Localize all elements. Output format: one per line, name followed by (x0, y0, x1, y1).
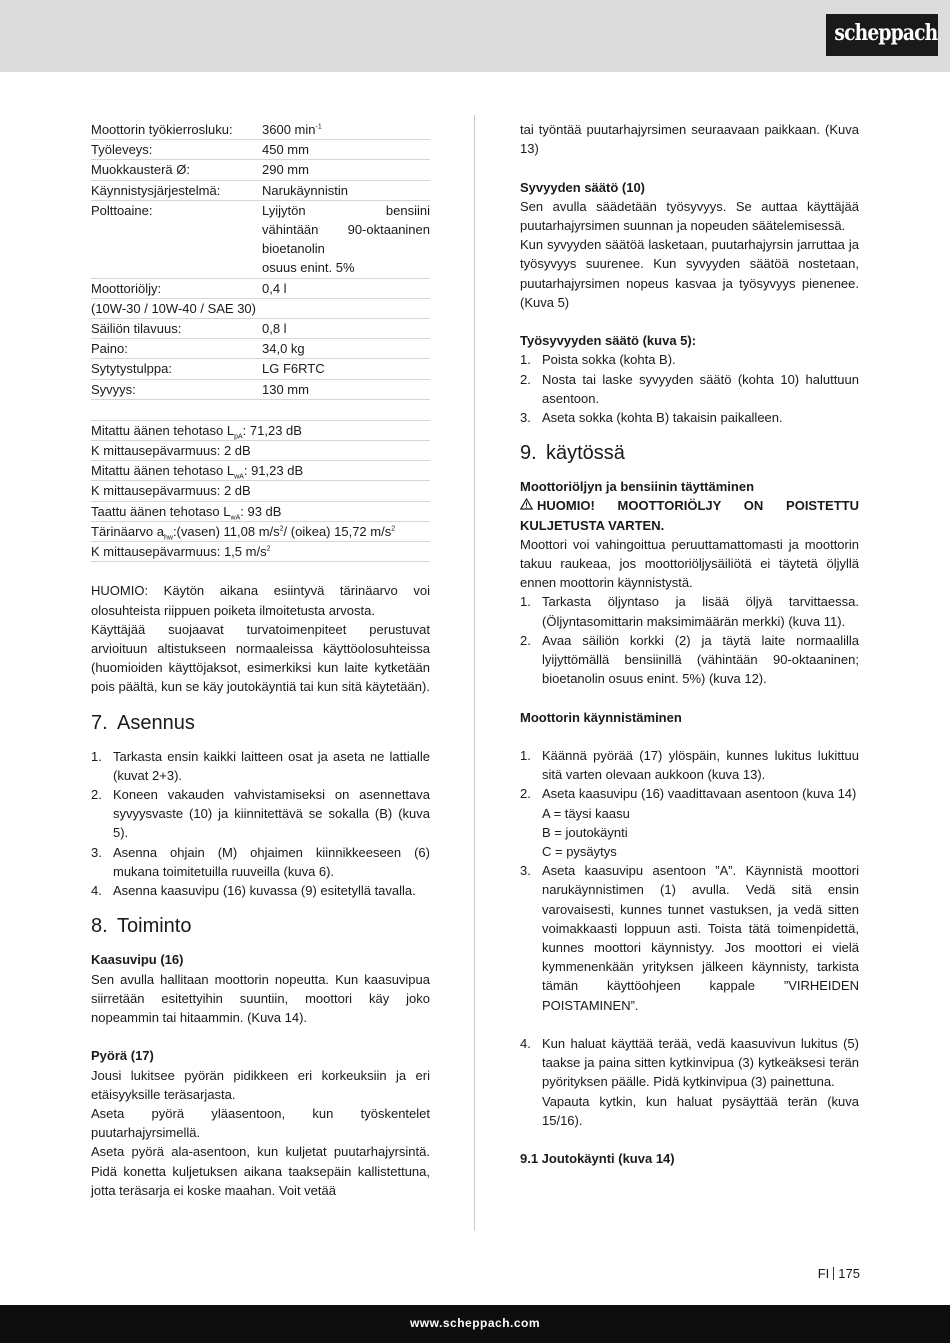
spec-label: Polttoaine: (91, 202, 153, 218)
spec-row (91, 181, 430, 201)
spec-label: Käynnistysjärjestelmä: (91, 182, 221, 198)
oil-spec: (10W-30 / 10W-40 / SAE 30) (91, 299, 430, 319)
idle-title: 9.1 Joutokäynti (kuva 14) (520, 1151, 675, 1167)
throttle-position: A = täysi kaasu (542, 805, 630, 821)
right-column (520, 120, 859, 1168)
spec-value: Narukäynnistin (262, 182, 348, 198)
list-item: 2. Avaa säiliön korkki (2) ja täytä laite normaalilla lyijyttömällä bensiinillä (vähintään 90-oktaaninen; bioetanolin osuus enint. 5%) (kuva 12). (520, 632, 859, 687)
noise-lpa: Mitattu äänen tehotaso $L_{pA}$: 71,23 dB (91, 421, 430, 441)
spec-value: 3600 $\min^{-1}$ (262, 122, 322, 137)
spec-value: Lyijytön bensiini vähintään 90-oktaaninen bioetanolin osuus enint. 5% (262, 202, 430, 276)
list-item: 4. Asenna kaasuvipu (16) kuvassa (9) esitetyllä tavalla. (91, 883, 416, 899)
spec-row (91, 380, 430, 400)
throttle-title: Kaasuvipu (16) (91, 952, 184, 968)
list-item: 4. Kun haluat käyttää terää, vedä kaasuvivun lukitus (5) taakse ja paina sitten kytkinvipua (3) kytkeäksesi terän pyörityksen päälle. Pidä kytkinvipua (3) painettuna. Vapauta kytkin, kun haluat pysäyttää terän (kuva 15/16). (520, 1036, 859, 1128)
spec-value: LG F6RTC (262, 361, 325, 377)
throttle-position: C = pysäytys (542, 844, 617, 860)
list-item: 3. Aseta sokka (kohta B) takaisin paikalleen. (520, 410, 783, 426)
spec-label: Sytytystulppa: (91, 361, 172, 377)
spec-row (91, 140, 430, 160)
spec-row (91, 359, 430, 379)
installation-steps (91, 747, 430, 901)
website-link[interactable]: www.scheppach.com (409, 1316, 541, 1330)
list-item: 1. Poista sokka (kohta B). (520, 352, 676, 368)
depth-text-2: Kun syvyyden säätöä lasketaan, puutarhajyrsin jarruttaa ja työsyvyys suurenee. Kun syvyyden säätöä nostetaan, puutarhajyrsimen nopeus kasvaa ja työsyvyys pienenee. (Kuva 5) (520, 237, 859, 310)
list-item: 3. Aseta kaasuvipu asentoon ”A”. Käynnistä moottori narukäynnistimen (1) avulla. Vedä sitä ensin varovaisesti, kunnes tunnet vastuksen, ja vedä sitten voimakkaasti loppuun asti. Toista tätä toimenpidettä, kunnes moottori käynnistyy. Jos moottori ei vielä kymmenenkään yrityksen jälkeen käynnisty, tarkista tämän käyttöohjeen kappale ”VIRHEIDEN POISTAMINEN”. (520, 863, 859, 1013)
spec-value: 0,4 l (262, 280, 287, 296)
depth-text-1: Sen avulla säädetään työsyvyys. Se auttaa käyttäjää puutarhajyrsimen suunnan ja nopeuden säätelemisessä. (520, 198, 859, 233)
warning-triangle-icon (520, 496, 533, 515)
spec-label: Työleveys: (91, 142, 153, 158)
spec-row (91, 339, 430, 359)
spec-row (91, 160, 430, 180)
fill-text: Moottori voi vahingoittua peruuttamattomasti ja moottorin takuu raukeaa, jos moottoriöljysäiliötä ei täytetä öljyllä ennen moottorin käynnistystä. (520, 536, 859, 591)
workdepth-title: Työsyvyyden säätö (kuva 5): (520, 333, 697, 349)
noise-lwa: Mitattu äänen tehotaso $L_{wA}$: 91,23 dB (91, 461, 430, 481)
throttle-position: B = joutokäynti (542, 824, 628, 840)
fill-title: Moottoriöljyn ja bensiinin täyttäminen (520, 479, 755, 495)
vibration-value: Tärinäarvo $a_{hw}:(vasen)$ 11,08 $m/s^2/$ (oikea) 15,72 $m/s^2$ (91, 522, 430, 542)
start-steps (520, 746, 859, 1015)
start-title: Moottorin käynnistäminen (520, 709, 682, 725)
spec-label: Syvyys: (91, 381, 136, 397)
page-number: FI 175 (817, 1266, 860, 1281)
spec-value: 34,0 kg (262, 341, 305, 357)
section-7-heading: 7. Asennus (91, 711, 195, 734)
spec-value: 130 mm (262, 381, 309, 397)
fill-steps (520, 592, 859, 688)
noise-k2: K mittausepävarmuus: 2 dB (91, 481, 430, 501)
spacer-row (91, 400, 430, 421)
wheel-title: Pyörä (17) (91, 1048, 154, 1064)
warning-text: HUOMIO! MOOTTORIÖLJY ON POISTETTU KULJETUSTA VARTEN. (520, 498, 859, 533)
brand-logo[interactable] (826, 14, 938, 56)
spec-label: Säiliön tilavuus: (91, 321, 182, 337)
list-item: 1. Tarkasta öljyntaso ja lisää öljyä tarvittaessa. (Öljyntasomittarin maksimimäärän merkki) (kuva 11). (520, 594, 859, 629)
notice-paragraph: HUOMIO: Käytön aikana esiintyvä tärinäarvo voi olosuhteista riippuen poiketa ilmoitetusta arvosta. (91, 583, 430, 618)
spec-row (91, 279, 430, 299)
section-9-heading: 9. käytössä (520, 442, 625, 465)
workdepth-steps (520, 350, 859, 427)
noise-k3: K mittausepävarmuus: 1,5 $m/s^2$ (91, 542, 430, 562)
list-item: 1. Tarkasta ensin kaikki laitteen osat ja aseta ne lattialle (kuvat 2+3). (91, 748, 430, 783)
start-steps-continued (520, 1034, 859, 1130)
spec-value: 290 mm (262, 162, 309, 178)
spec-label: Muokkausterä Ø: (91, 162, 190, 178)
spec-row (91, 120, 430, 140)
wheel-text-continued: tai työntää puutarhajyrsimen seuraavaan paikkaan. (Kuva 13) (520, 122, 859, 157)
wheel-text-1: Jousi lukitsee pyörän pidikkeen eri korkeuksiin ja eri etäisyyksille teräsarjasta. (91, 1067, 430, 1102)
spec-row (91, 319, 430, 339)
spec-value: 0,8 l (262, 321, 287, 337)
list-item: 2. Nosta tai laske syvyyden säätö (kohta 10) haluttuun asentoon. (520, 371, 859, 406)
list-item: 2. Koneen vakauden vahvistamiseksi on asennettava syvyysvaste (10) ja kiinnitettävä se sokalla (B) (kuva 5). (91, 787, 430, 841)
spec-label: Moottorin työkierrosluku: (91, 122, 233, 137)
wheel-text-2: Aseta pyörä yläasentoon, kun työskentelet puutarhajyrsimellä. (91, 1105, 430, 1141)
list-item: 1. Käännä pyörää (17) ylöspäin, kunnes lukitus lukittuu sitä varten olevaan aukkoon (kuva 13). (520, 748, 859, 783)
logo-text: scheppach (834, 20, 938, 46)
footer-bar (0, 1305, 950, 1343)
spec-label: Paino: (91, 341, 128, 357)
noise-guaranteed: Taattu äänen tehotaso $L_{wA}$: 93 dB (91, 502, 430, 522)
throttle-text: Sen avulla hallitaan moottorin nopeutta. Kun kaasuvipua siirretään esitettyihin suuntiin, moottori käy joko nopeammin tai hitaammin. (Kuva 14). (91, 971, 430, 1025)
notice-paragraph-2: Käyttäjää suojaavat turvatoimenpiteet perustuvat arvioituun altistukseen normaaleissa käyttöolosuhteissa (huomioiden käyttöjaksot, esimerkiksi kun laite kytketään pois päältä, kun se käy joutokäyntiä tai kun sitä käytetään). (91, 621, 430, 695)
spec-value: 450 mm (262, 142, 309, 158)
section-8-heading: 8. Toiminto (91, 915, 192, 938)
spec-row-fuel (91, 201, 430, 279)
list-item: 3. Asenna ohjain (M) ohjaimen kiinnikkeeseen (6) mukana toimitetuilla ruuveilla (kuva 6). (91, 844, 430, 879)
noise-k1: K mittausepävarmuus: 2 dB (91, 441, 430, 461)
column-divider (474, 115, 475, 1231)
header-bar (0, 0, 950, 72)
list-item: 2. Aseta kaasuvipu (16) vaadittavaan asentoon (kuva 14) A = täysi kaasu B = joutokäynti C = pysäytys (520, 784, 859, 861)
spec-label: Moottoriöljy: (91, 280, 162, 296)
wheel-text-3: Aseta pyörä ala-asentoon, kun kuljetat puutarhajyrsintä. Pidä konetta kuljetuksen aikana taaksepäin kallistettuna, jotta teräsarja ei koske maahan. Voit vetää (91, 1144, 430, 1198)
left-column (91, 120, 430, 1200)
depth-title: Syvyyden säätö (10) (520, 179, 646, 195)
